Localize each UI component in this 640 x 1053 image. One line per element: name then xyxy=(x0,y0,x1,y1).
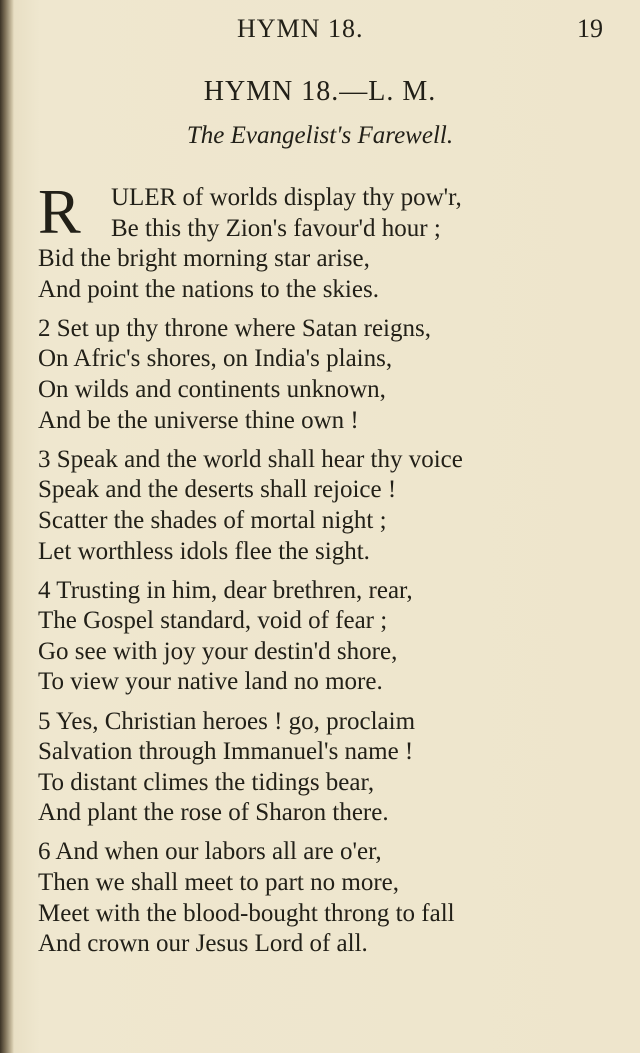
verse-line: 3 Speak and the world shall hear thy voice xyxy=(38,445,463,473)
drop-cap: R xyxy=(38,176,81,247)
verse-line-text: ULER of worlds display thy pow'r, xyxy=(111,184,462,211)
hymn-verses xyxy=(38,176,618,968)
verse-line: 4 Trusting in him, dear brethren, rear, xyxy=(38,576,413,604)
stanza-2 xyxy=(38,314,618,436)
stanza-4 xyxy=(38,576,618,698)
running-head xyxy=(0,14,640,48)
stanza-3 xyxy=(38,445,618,567)
verse-line: 2 Set up thy throne where Satan reigns, xyxy=(38,314,431,342)
verse-line: Meet with the blood-bought throng to fall xyxy=(38,899,455,927)
hymn-title: HYMN 18.—L. M. xyxy=(203,76,437,107)
verse-line: Bid the bright morning star arise, xyxy=(38,245,370,273)
stanza-6 xyxy=(38,837,618,959)
verse-line: Scatter the shades of mortal night ; xyxy=(38,506,387,534)
verse-line: And plant the rose of Sharon there. xyxy=(38,799,389,827)
verse-line: On wilds and continents unknown, xyxy=(38,376,386,404)
verse-line: Let worthless idols flee the sight. xyxy=(38,537,370,565)
verse-line: 5 Yes, Christian heroes ! go, proclaim xyxy=(38,707,416,735)
page-gutter xyxy=(0,0,14,1053)
running-title: HYMN 18. xyxy=(237,14,364,43)
verse-line: Be this thy Zion's favour'd hour ; xyxy=(111,214,441,242)
verse-line: To distant climes the tidings bear, xyxy=(38,768,375,796)
verse-line: On Afric's shores, on India's plains, xyxy=(38,345,393,373)
verse-line: And point the nations to the skies. xyxy=(38,275,379,303)
verse-line: Speak and the deserts shall rejoice ! xyxy=(38,476,397,504)
hymn-subtitle: The Evangelist's Farewell. xyxy=(186,122,454,149)
verse-line: To view your native land no more. xyxy=(38,668,383,696)
stanza-1 xyxy=(38,176,618,305)
verse-line: And be the universe thine own ! xyxy=(38,406,359,434)
stanza-5 xyxy=(38,707,618,829)
verse-line: Go see with joy your destin'd shore, xyxy=(38,637,398,665)
verse-line: And crown our Jesus Lord of all. xyxy=(38,930,368,958)
verse-line: The Gospel standard, void of fear ; xyxy=(38,607,388,635)
page-number: 19 xyxy=(577,14,603,43)
verse-line: 6 And when our labors all are o'er, xyxy=(38,838,382,866)
verse-line: Then we shall meet to part no more, xyxy=(38,868,399,896)
verse-line: Salvation through Immanuel's name ! xyxy=(38,738,414,766)
